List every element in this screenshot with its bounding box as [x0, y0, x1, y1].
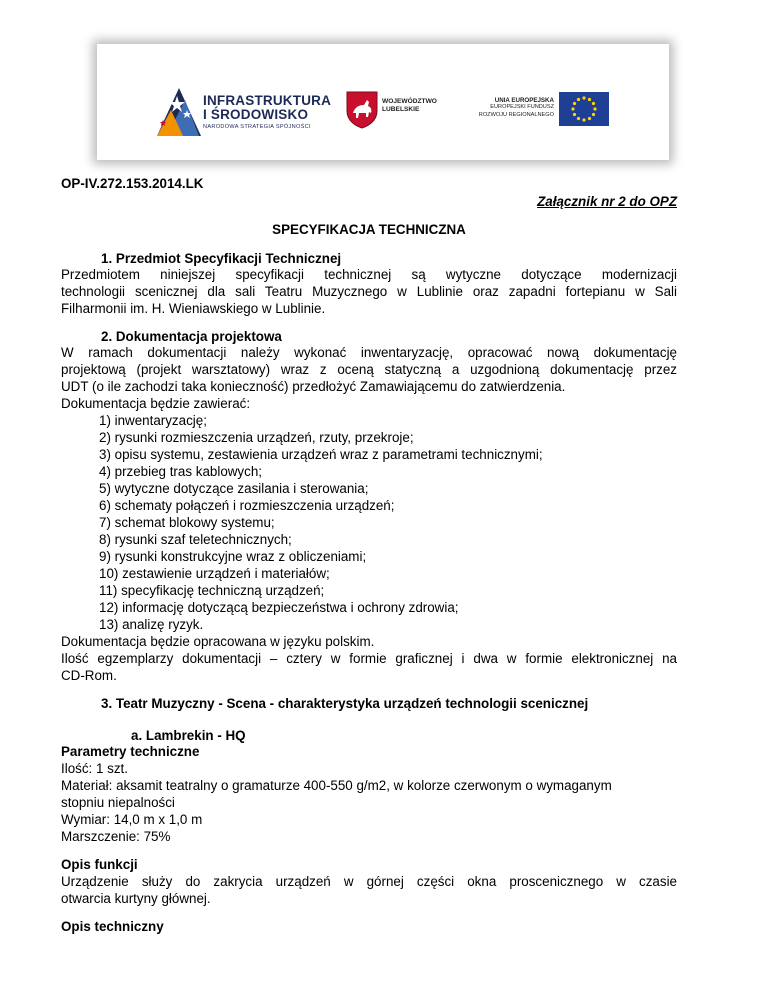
- wojewodztwo-label: WOJEWÓDZTWO LUBELSKIE: [382, 98, 437, 113]
- list-item: 12) informację dotyczącą bezpieczeństwa i ochrony zdrowia;: [99, 600, 459, 615]
- list-item: 7) schemat blokowy systemu;: [99, 515, 275, 530]
- param-dimensions: Wymiar: 14,0 m x 1,0 m: [61, 812, 203, 827]
- param-material: stopniu niepalności: [61, 795, 175, 810]
- list-item: 2) rysunki rozmieszczenia urządzeń, rzuty, przekroje;: [99, 430, 414, 445]
- list-item: 3) opisu systemu, zestawienia urządzeń wraz z parametrami technicznymi;: [99, 447, 543, 462]
- infra-subtitle: NARODOWA STRATEGIA SPÓJNOŚCI: [203, 124, 311, 130]
- eu-fund-label: UNIA EUROPEJSKA EUROPEJSKI FUNDUSZ ROZWOJU REGIONALNEGO: [478, 97, 554, 118]
- list-item: 4) przebieg tras kablowych;: [99, 464, 262, 479]
- subsection-a-heading: a. Lambrekin - HQ: [131, 728, 246, 743]
- list-item: 1) inwentaryzację;: [99, 413, 207, 428]
- eu-flag-icon: [559, 92, 609, 126]
- section-2-text: projektową (projekt warsztatowy) wraz z oceną statyczną a uzgodnioną dokumentację przez: [61, 362, 677, 377]
- list-item: 11) specyfikację techniczną urządzeń;: [99, 583, 325, 598]
- section-2-heading: 2. Dokumentacja projektowa: [101, 329, 282, 344]
- infra-title: INFRASTRUKTURA I ŚRODOWISKO: [203, 93, 332, 122]
- section-2-text: W ramach dokumentacji należy wykonać inwentaryzację, opracować nową dokumentację: [61, 345, 677, 360]
- reference-number: OP-IV.272.153.2014.LK: [61, 176, 204, 191]
- annex-label: Załącznik nr 2 do OPZ: [537, 194, 677, 209]
- section-2-text: UDT (o ile zachodzi taka konieczność) przedłożyć Zamawiającemu do zatwierdzenia.: [61, 379, 566, 394]
- list-item: 9) rysunki konstrukcyjne wraz z obliczeniami;: [99, 549, 367, 564]
- param-folding: Marszczenie: 75%: [61, 829, 171, 844]
- technical-heading: Opis techniczny: [61, 919, 164, 934]
- section-2-text: CD-Rom.: [61, 668, 117, 683]
- lubelskie-coat-of-arms-icon: [346, 91, 378, 129]
- function-text: otwarcia kurtyny głównej.: [61, 891, 211, 906]
- param-material: Materiał: aksamit teatralny o gramaturze 400-550 g/m2, w kolorze czerwonym o wymaganym: [61, 778, 612, 793]
- document-title: SPECYFIKACJA TECHNICZNA: [272, 222, 466, 237]
- section-2-text: Dokumentacja będzie zawierać:: [61, 396, 251, 411]
- list-item: 10) zestawienie urządzeń i materiałów;: [99, 566, 330, 581]
- function-heading: Opis funkcji: [61, 857, 138, 872]
- list-item: 13) analizę ryzyk.: [99, 617, 204, 632]
- function-text: Urządzenie służy do zakrycia urządzeń w górnej części okna proscenicznego w czasie: [61, 874, 677, 889]
- param-quantity: Ilość: 1 szt.: [61, 761, 128, 776]
- section-1-text: technologii scenicznej dla sali Teatru Muzycznego w Lublinie oraz zapadni fortepianu w Sali: [61, 284, 677, 299]
- section-3-heading: 3. Teatr Muzyczny - Scena - charakterystyka urządzeń technologii scenicznej: [101, 696, 589, 711]
- section-1-text: Przedmiotem niniejszej specyfikacji technicznej są wytyczne dotyczące modernizacji: [61, 267, 677, 282]
- section-1-heading: 1. Przedmiot Specyfikacji Technicznej: [101, 251, 342, 266]
- list-item: 8) rysunki szaf teletechnicznych;: [99, 532, 292, 547]
- section-1-text: Filharmonii im. H. Wieniawskiego w Lublinie.: [61, 301, 326, 316]
- params-heading: Parametry techniczne: [61, 744, 200, 759]
- section-2-text: Ilość egzemplarzy dokumentacji – cztery w formie graficznej i dwa w formie elektronicznej na: [61, 651, 677, 666]
- section-2-text: Dokumentacja będzie opracowana w języku polskim.: [61, 634, 375, 649]
- list-item: 5) wytyczne dotyczące zasilania i sterowania;: [99, 481, 369, 496]
- list-item: 6) schematy połączeń i rozmieszczenia urządzeń;: [99, 498, 395, 513]
